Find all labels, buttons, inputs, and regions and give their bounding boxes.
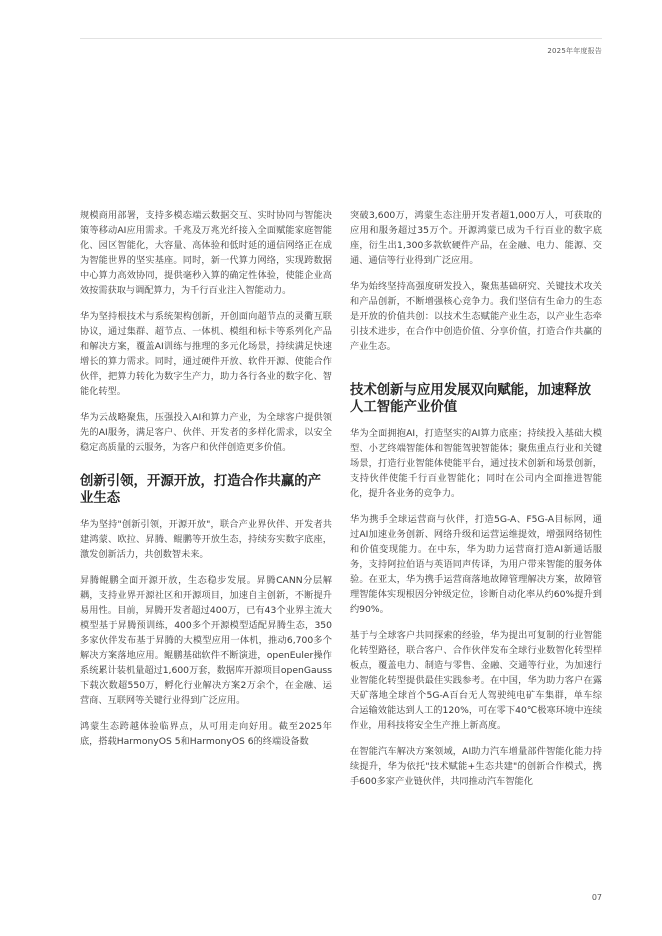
paragraph: 华为始终坚持高强度研发投入，聚焦基础研究、关键技术攻关和产品创新，不断增强核心竞争力。我们坚信有生命力的生态是开放的价值共创：以技术生态赋能产业生态，以产业生态牵引技术进步，在合作中创造价值、分享价值，打造合作共赢的产业生态。	[350, 281, 602, 352]
paragraph: 华为云战略聚焦，压强投入AI和算力产业，为全球客户提供领先的AI服务，满足客户、伙伴、开发者的多样化需求，以安全稳定高质量的云服务，为客户和伙伴创造更多价值。	[80, 412, 332, 453]
paragraph: 规模商用部署，支持多模态端云数据交互、实时协同与智能决策等移动AI应用需求。千兆及万兆光纤接入全面赋能家庭智能化、园区智能化，大容量、高体验和低时延的通信网络正在成为智能世界的坚实基座。同时，新一代算力网络，实现跨数据中心算力高效协同，提供毫秒入算的确定性体验，使能企业高效按需获取与调配算力，为千行百业注入智能动力。	[80, 210, 332, 296]
paragraph: 基于与全球客户共同探索的经验，华为提出可复制的行业智能化转型路径，联合客户、合作伙伴发布全球行业数智化转型样板点，覆盖电力、制造与零售、金融、交通等行业，为加速行业智能化转型提供最佳实践参考。在中国，华为助力客户在露天矿落地全球首个5G-A百台无人驾驶纯电矿车集群，单车综合运输效能达到人工的120%，可在零下40℃极寒环境中连续作业，用科技将安全生产推上新高度。	[350, 630, 602, 731]
paragraph: 华为全面拥抱AI，打造坚实的AI算力底座；持续投入基础大模型、小艺终端智能体和智能驾驶智能体；聚焦重点行业和关键场景，打造行业智能体使能平台，通过技术创新和场景创新，支持伙伴使能千行百业智能化；同时在公司内全面推进智能化，提升各业务的竞争力。	[350, 428, 602, 499]
paragraph: 华为坚持根技术与系统架构创新，开创面向超节点的灵衢互联协议，通过集群、超节点、一体机、模组和标卡等系列化产品和解决方案，覆盖AI训练与推理的多元化场景，持续满足快速增长的算力需求。同时，通过硬件开放、软件开源、使能合作伙伴，把算力转化为数字生产力，助力各行各业的数字化、智能化转型。	[80, 311, 332, 397]
section-heading: 技术创新与应用发展双向赋能，加速释放人工智能产业价值	[350, 383, 592, 415]
paragraph: 华为坚持"创新引领，开源开放"，联合产业界伙伴、开发者共建鸿蒙、欧拉、昇腾、鲲鹏等开放生态，持续夯实数字底座，激发创新活力，共创数智未来。	[80, 519, 332, 560]
right-column	[350, 208, 602, 800]
paragraph: 昇腾鲲鹏全面开源开放，生态稳步发展。昇腾CANN分层解耦，支持业界开源社区和开源项目，加速自主创新，不断提升易用性。目前，昇腾开发者超过400万，已有43个业界主流大模型基于昇腾预训练，400多个开源模型适配昇腾生态，350多家伙伴发布基于昇腾的大模型应用一体机，推动6,700多个解决方案落地应用。鲲鹏基础软件不断演进，openEuler操作系统累计装机量超过1,600万套，数据库开源项目openGauss下载次数超550万，孵化行业解决方案2万余个，在金融、运营商、互联网等关键行业得到广泛应用。	[80, 575, 332, 706]
paragraph: 鸿蒙生态跨越体验临界点，从可用走向好用。截至2025年底，搭载HarmonyOS 5和HarmonyOS 6的终端设备数	[80, 721, 332, 747]
paragraph: 在智能汽车解决方案领域，AI助力汽车增量部件智能化能力持续提升，华为依托"技术赋能+生态共建"的创新合作模式，携手600多家产业链伙伴，共同推动汽车智能化	[350, 746, 602, 787]
paragraph: 华为携手全球运营商与伙伴，打造5G-A、F5G-A目标网，通过AI加速业务创新、网络升级和运营运维提效，增强网络韧性和价值变现能力。在中东，华为助力运营商打造AI新通话服务，支持阿拉伯语与英语同声传译，为用户带来智能的服务体验。在亚太，华为携手运营商落地故障管理解决方案，故障管理智能体实现根因分钟级定位，诊断自动化率从约60%提升到约90%。	[350, 514, 602, 615]
report-title: 2025年年度报告	[547, 47, 602, 55]
left-column	[80, 208, 332, 760]
section-heading: 创新引领，开源开放，打造合作共赢的产业生态	[80, 474, 322, 506]
page-number: 07	[591, 893, 602, 902]
paragraph: 突破3,600万，鸿蒙生态注册开发者超1,000万人，可获取的应用和服务超过35万个。开源鸿蒙已成为千行百业的数字底座，衍生出1,300多款软硬件产品，在金融、电力、能源、交通、通信等行业得到广泛应用。	[350, 210, 602, 266]
header-divider	[80, 38, 602, 39]
